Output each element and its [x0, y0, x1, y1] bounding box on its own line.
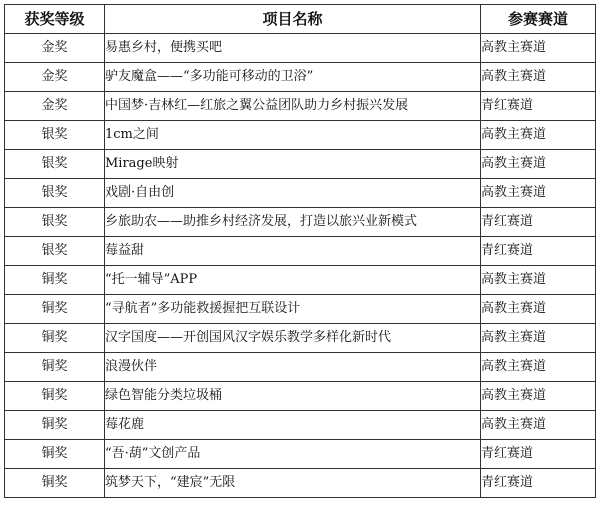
table-row	[5, 353, 596, 382]
track-cell: 青红赛道	[481, 208, 596, 237]
track-cell: 高教主赛道	[481, 121, 596, 150]
project-name-cell: 莓花鹿	[105, 411, 481, 440]
award-level-cell: 铜奖	[5, 469, 105, 498]
table-row	[5, 92, 596, 121]
track-cell: 高教主赛道	[481, 353, 596, 382]
project-name-cell: Mirage映射	[105, 150, 481, 179]
track-cell: 高教主赛道	[481, 411, 596, 440]
project-name-cell: 易惠乡村，便携买吧	[105, 34, 481, 63]
project-name-cell: 浪漫伙伴	[105, 353, 481, 382]
table-row	[5, 208, 596, 237]
award-level-cell: 银奖	[5, 121, 105, 150]
table-row	[5, 34, 596, 63]
project-name-cell: “寻航者”多功能救援握把互联设计	[105, 295, 481, 324]
table-row	[5, 179, 596, 208]
track-cell: 高教主赛道	[481, 150, 596, 179]
table-body	[5, 34, 596, 498]
award-level-cell: 铜奖	[5, 353, 105, 382]
project-name-cell: “托一辅导”APP	[105, 266, 481, 295]
track-cell: 青红赛道	[481, 469, 596, 498]
header-project-name: 项目名称	[105, 5, 481, 34]
project-name-cell: 戏剧·自由创	[105, 179, 481, 208]
award-level-cell: 银奖	[5, 208, 105, 237]
track-cell: 高教主赛道	[481, 63, 596, 92]
awards-table	[4, 4, 596, 498]
project-name-cell: 绿色智能分类垃圾桶	[105, 382, 481, 411]
table-row	[5, 63, 596, 92]
table-row	[5, 121, 596, 150]
project-name-cell: 中国梦·吉林红—红旅之翼公益团队助力乡村振兴发展	[105, 92, 481, 121]
award-level-cell: 铜奖	[5, 295, 105, 324]
project-name-cell: 1cm之间	[105, 121, 481, 150]
award-level-cell: 金奖	[5, 63, 105, 92]
table-row	[5, 150, 596, 179]
award-level-cell: 铜奖	[5, 324, 105, 353]
project-name-cell: 乡旅助农——助推乡村经济发展，打造以旅兴业新模式	[105, 208, 481, 237]
table-row	[5, 469, 596, 498]
track-cell: 青红赛道	[481, 440, 596, 469]
project-name-cell: 驴友魔盒——“多功能可移动的卫浴”	[105, 63, 481, 92]
award-level-cell: 铜奖	[5, 411, 105, 440]
track-cell: 高教主赛道	[481, 179, 596, 208]
project-name-cell: 汉字国度——开创国风汉字娱乐教学多样化新时代	[105, 324, 481, 353]
award-level-cell: 铜奖	[5, 266, 105, 295]
table-row	[5, 266, 596, 295]
track-cell: 高教主赛道	[481, 295, 596, 324]
track-cell: 高教主赛道	[481, 266, 596, 295]
table-row	[5, 411, 596, 440]
project-name-cell: “吾·葫”文创产品	[105, 440, 481, 469]
table-row	[5, 382, 596, 411]
table-row	[5, 295, 596, 324]
award-level-cell: 铜奖	[5, 440, 105, 469]
table-row	[5, 237, 596, 266]
table-row	[5, 324, 596, 353]
award-level-cell: 银奖	[5, 237, 105, 266]
project-name-cell: 莓益甜	[105, 237, 481, 266]
award-level-cell: 金奖	[5, 34, 105, 63]
award-level-cell: 银奖	[5, 150, 105, 179]
table-row	[5, 440, 596, 469]
header-track: 参赛赛道	[481, 5, 596, 34]
track-cell: 青红赛道	[481, 237, 596, 266]
header-award-level: 获奖等级	[5, 5, 105, 34]
award-level-cell: 银奖	[5, 179, 105, 208]
track-cell: 高教主赛道	[481, 34, 596, 63]
track-cell: 青红赛道	[481, 92, 596, 121]
project-name-cell: 筑梦天下，“建宸”无限	[105, 469, 481, 498]
track-cell: 高教主赛道	[481, 324, 596, 353]
award-level-cell: 金奖	[5, 92, 105, 121]
track-cell: 高教主赛道	[481, 382, 596, 411]
header-row	[5, 5, 596, 34]
award-level-cell: 铜奖	[5, 382, 105, 411]
